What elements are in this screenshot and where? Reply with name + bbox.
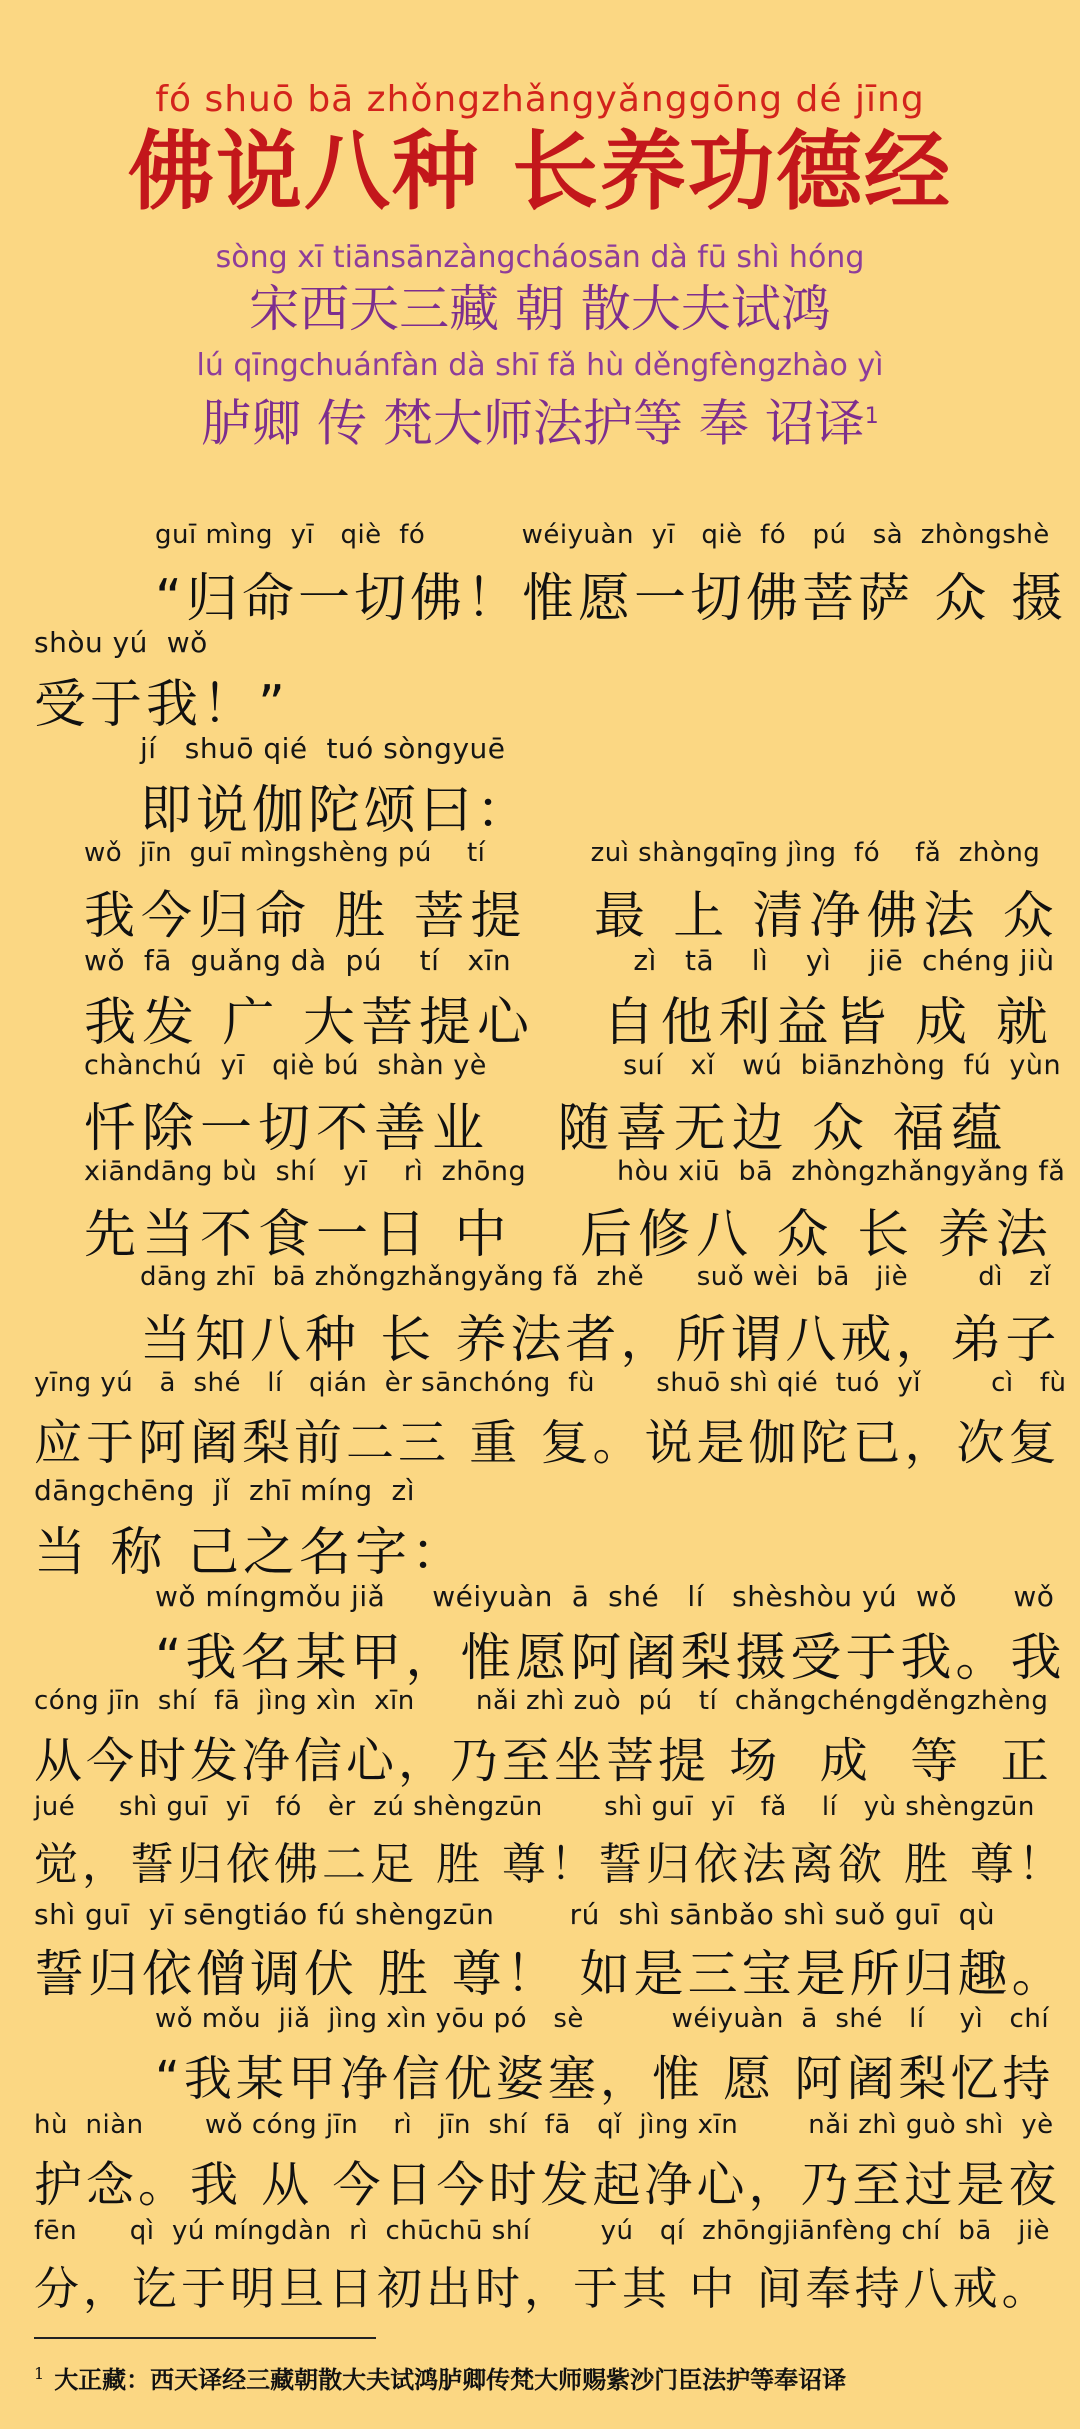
hanzi-line: 应于阿阇梨前二三 重 复。说是伽陀已，次复: [34, 1415, 1061, 1471]
hanzi-line: 觉，誓归依佛二足 胜 尊！誓归依法离欲 胜 尊！: [34, 1839, 1066, 1890]
text-line: [0, 1474, 1080, 1583]
text-line: [0, 1156, 1080, 1265]
text-line: [0, 1792, 1080, 1898]
hanzi-line: “我名某甲，惟愿阿阇梨摄受于我。我: [155, 1629, 1066, 1688]
hanzi-line: 我今归命 胜 菩提 最 上 清净佛法 众: [84, 887, 1060, 946]
pinyin-line: dāng zhī bā zhǒngzhǎngyǎng fǎ zhě suǒ wèi bā jiè dì zǐ: [140, 1262, 1052, 1292]
pinyin-line: wǒ míngmǒu jiǎ wéiyuàn ā shé lí shèshòu yú wǒ wǒ: [155, 1580, 1055, 1613]
title-pinyin: fó shuō bā zhǒngzhǎngyǎnggōng dé jīng: [155, 79, 925, 120]
hanzi-line: 即说伽陀颂曰：: [140, 781, 533, 841]
pinyin-line: shòu yú wǒ: [34, 626, 208, 659]
pinyin-line: yīng yú ā shé lí qián èr sānchóng fù shuō shì qié tuó yǐ cì fù: [34, 1368, 1067, 1398]
hanzi-line: 先当不食一日 中 后修八 众 长 养法: [84, 1205, 1054, 1265]
subtitle2-pinyin: lú qīngchuánfàn dà shī fǎ hù děngfèngzhào yì: [196, 348, 884, 383]
hanzi-line: 分，讫于明旦日初出时，于其 中 间奉持八戒。: [34, 2262, 1051, 2315]
pinyin-line: hù niàn wǒ cóng jīn rì jīn shí fā qǐ jìng xīn nǎi zhì guò shì yè: [34, 2110, 1054, 2140]
hanzi-line: “归命一切佛！惟愿一切佛菩萨 众 摄: [155, 569, 1067, 629]
hanzi-line: 我发 广 大菩提心 自他利益皆 成 就: [84, 993, 1054, 1053]
hanzi-line: 誓归依僧调伏 胜 尊！ 如是三宝是所归趣。: [34, 1945, 1066, 2003]
footnote: [34, 2360, 1054, 2395]
text-line: [0, 2004, 1080, 2110]
text-line: [0, 1580, 1080, 1686]
text-line: [0, 1686, 1080, 1792]
text-line: [0, 1368, 1080, 1474]
hanzi-line: 当知八种 长 养法者，所谓八戒，弟子: [140, 1311, 1061, 1370]
pinyin-line: shì guī yī sēngtiáo fú shèngzūn rú shì sānbǎo shì suǒ guī qù: [34, 1898, 996, 1931]
pinyin-line: fēn qì yú míngdàn rì chūchū shí yú qí zhōngjiānfèng chí bā jiè: [34, 2216, 1051, 2246]
text-line: [0, 2110, 1080, 2216]
text-line: [0, 1262, 1080, 1368]
page-title: 佛说八种 长养功德经: [128, 121, 952, 222]
hanzi-line: 护念。我 从 今日今时发起净心，乃至过是夜: [34, 2157, 1061, 2213]
footnote-divider: [34, 2337, 376, 2339]
text-line: [0, 520, 1080, 629]
subtitle1: 宋西天三藏 朝 散大夫试鸿: [249, 280, 831, 338]
pinyin-line: jí shuō qié tuó sòngyuē: [140, 732, 506, 765]
hanzi-line: 受于我！”: [34, 675, 289, 735]
pinyin-line: chànchú yī qiè bú shàn yè suí xǐ wú biānzhòng fú yùn: [84, 1050, 1062, 1081]
pinyin-line: wǒ fā guǎng dà pú tí xīn zì tā lì yì jiē chéng jiù: [84, 944, 1055, 977]
pinyin-line: dāngchēng jǐ zhī míng zì: [34, 1474, 415, 1507]
pinyin-line: guī mìng yī qiè fó wéiyuàn yī qiè fó pú sà zhòngshè: [155, 520, 1050, 550]
text-line: [0, 838, 1080, 944]
pinyin-line: xiāndāng bù shí yī rì zhōng hòu xiū bā zhòngzhǎngyǎng fǎ: [84, 1156, 1066, 1187]
pinyin-line: jué shì guī yī fó èr zú shèngzūn shì guī yī fǎ lí yù shèngzūn: [34, 1792, 1035, 1822]
pinyin-line: wǒ mǒu jiǎ jìng xìn yōu pó sè wéiyuàn ā shé lí yì chí: [155, 2004, 1050, 2034]
footnote-marker: 1: [864, 404, 879, 429]
text-line: [0, 626, 1080, 735]
footnote-text: 大正藏：西天译经三藏朝散大夫试鸿胪卿传梵大师赐紫沙门臣法护等奉诏译: [54, 2365, 847, 2394]
subtitle1-pinyin: sòng xī tiānsānzàngcháosān dà fū shì hóng: [215, 240, 865, 275]
hanzi-line: “我某甲净信优婆塞，惟 愿 阿阇梨忆持: [155, 2051, 1055, 2107]
footnote-number: 1: [34, 2364, 45, 2383]
hanzi-line: 从今时发净信心，乃至坐菩提 场 成 等 正: [34, 1733, 1053, 1789]
scripture-body: [0, 520, 1080, 2322]
subtitle2-row: [0, 386, 1080, 455]
title-block: [0, 78, 1080, 455]
hanzi-line: 忏除一切不善业 随喜无边 众 福蕴: [84, 1099, 1009, 1159]
pinyin-line: cóng jīn shí fā jìng xìn xīn nǎi zhì zuò pú tí chǎngchéngděngzhèng: [34, 1686, 1049, 1716]
subtitle2: 胪卿 传 梵大师法护等 奉 诏译: [201, 394, 865, 453]
text-line: [0, 732, 1080, 841]
text-line: [0, 2216, 1080, 2322]
text-line: [0, 1050, 1080, 1159]
text-line: [0, 1898, 1080, 2004]
hanzi-line: 当 称 己之名字：: [34, 1523, 468, 1583]
pinyin-line: wǒ jīn guī mìngshèng pú tí zuì shàngqīng jìng fó fǎ zhòng: [84, 838, 1041, 868]
text-line: [0, 944, 1080, 1053]
